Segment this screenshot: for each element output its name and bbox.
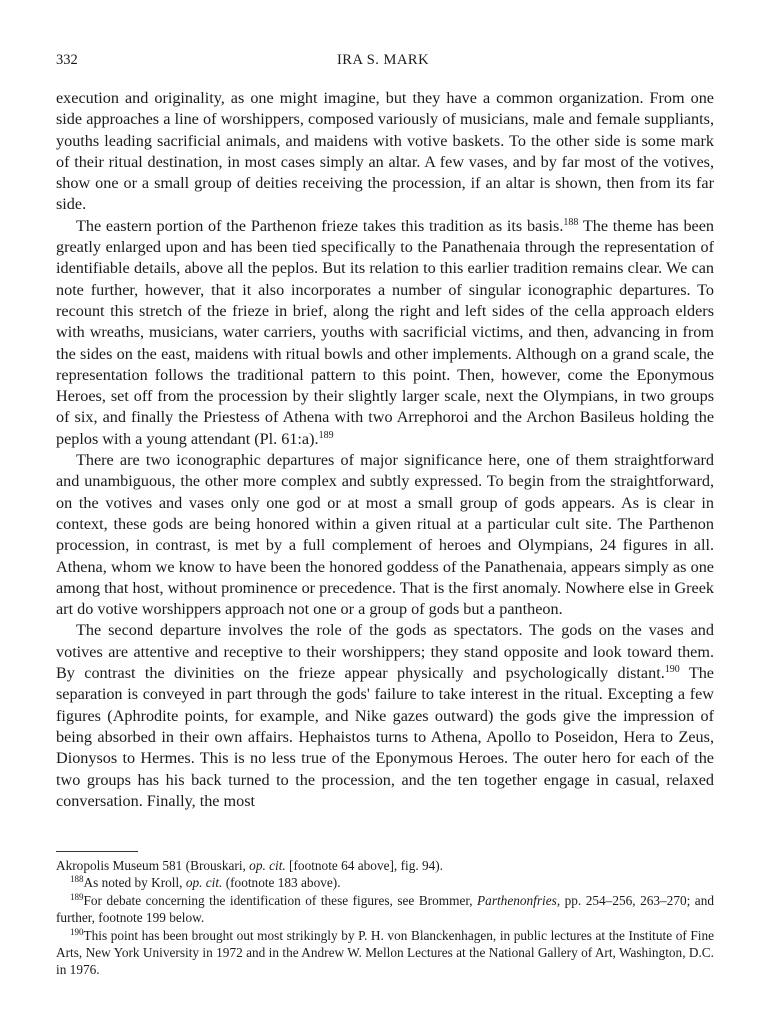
footnote-189-pre: For debate concerning the identification of these figures, see Brommer,: [83, 892, 478, 908]
footnote-ref-189[interactable]: 189: [318, 429, 334, 441]
paragraph-2-text-b: The theme has been greatly enlarged upon and has been tied specifically to the Panathenaia through the representation of identifiable details, above all the peplos. But its relation to this earlier tradition remains clear. We can note further, however, that it also incorporates a number of singular iconographic departures. To recount this stretch of the frieze in brief, along the right and left sides of the cella approach elders with wreaths, musicians, water carriers, youths with sacrificial victims, and then, advancing in from the sides on the east, maidens with ritual bowls and other implements. Although on a grand scale, the representation follows the traditional pattern to this point. Then, however, come the Eponymous Heroes, set off from the procession by their slightly larger scale, next the Olympians, in two groups of six, and finally the Priestess of Athena with two Arrephoroi and the Archon Basileus holding the peplos with a young attendant (Pl. 61:a).: [56, 216, 714, 448]
footnote-divider: [56, 851, 138, 852]
footnote-number-188: 188: [70, 874, 84, 885]
footnote-number-190: 190: [70, 926, 84, 937]
footnotes: [56, 857, 714, 979]
footnote-190-text: This point has been brought out most strikingly by P. H. von Blanckenhagen, in public lectures at the Institute of Fine Arts, New York University in 1972 and in the Andrew W. Mellon Lectures at the National Gallery of Art, Washington, D.C. in 1976.: [56, 927, 714, 978]
footnote-189-italic: Parthenonfries: [477, 892, 557, 908]
page-number: 332: [56, 52, 78, 68]
paragraph-2-text-a: The eastern portion of the Parthenon frieze takes this tradition as its basis.: [76, 216, 564, 235]
footnote-189: [56, 892, 714, 927]
footnote-190: [56, 927, 714, 979]
footnote-ref-190[interactable]: 190: [664, 664, 680, 676]
footnote-189-post: , pp. 254–256, 263–270; and further, footnote 199 below.: [56, 892, 714, 926]
footnote-188: [56, 874, 714, 891]
body-text: [56, 88, 714, 812]
paragraph-2: [56, 216, 714, 450]
footnote-number-189: 189: [70, 891, 84, 902]
footnote-continuation-post: [footnote 64 above], fig. 94).: [285, 858, 444, 873]
paragraph-4-text-b: The separation is conveyed in part through the gods' failure to take interest in the ritual. Excepting a few figures (Aphrodite points, for example, and Nike gazes outward) the gods give the impression of being absorbed in their own affairs. Hephaistos turns to Athena, Apollo to Poseidon, Hera to Zeus, Dionysos to Hermes. This is no less true of the Eponymous Heroes. The outer hero for each of the two groups has his back turned to the procession, and the ten together engage in casual, relaxed conversation. Finally, the most: [56, 664, 714, 810]
footnote-188-post: (footnote 183 above).: [222, 875, 341, 891]
paragraph-4: [56, 620, 714, 812]
paragraph-3: There are two iconographic departures of major significance here, one of them straightforward and unambiguous, the other more complex and subtly expressed. To begin from the straightforward, on the votives and vases only one god or at most a small group of gods appears. As is clear in context, these gods are being honored within a given ritual at a particular cult site. The Parthenon procession, in contrast, is met by a full complement of heroes and Olympians, 24 figures in all. Athena, whom we know to have been the honored goddess of the Panathenaia, appears simply as one among that host, without prominence or precedence. That is the first anomaly. Nowhere else in Greek art do votive worshippers approach not one or a group of gods but a pantheon.: [56, 451, 714, 619]
paragraph-4-text-a: The second departure involves the role of the gods as spectators. The gods on the vases and votives are attentive and receptive to their worshippers; they stand opposite and look toward them. By contrast the divinities on the frieze appear physically and psychologically distant.: [56, 621, 714, 683]
footnote-continuation-italic: op. cit.: [249, 858, 286, 873]
footnote-continuation: [56, 857, 714, 874]
running-head: IRA S. MARK: [336, 52, 430, 68]
footnote-continuation-pre: Akropolis Museum 581 (Brouskari,: [56, 858, 250, 873]
footnote-188-pre: As noted by Kroll,: [83, 875, 186, 891]
footnote-ref-188[interactable]: 188: [563, 216, 579, 228]
paragraph-1: execution and originality, as one might imagine, but they have a common organization. From one side approaches a line of worshippers, composed variously of musicians, male and female suppliants, youths leading sacrificial animals, and maidens with votive baskets. To the other side is some mark of their ritual destination, in most cases simply an altar. A few vases, and by far most of the votives, show one or a small group of deities receiving the procession, if an altar is shown, then from its far side.: [56, 89, 714, 214]
footnote-188-italic: op. cit.: [185, 875, 223, 891]
